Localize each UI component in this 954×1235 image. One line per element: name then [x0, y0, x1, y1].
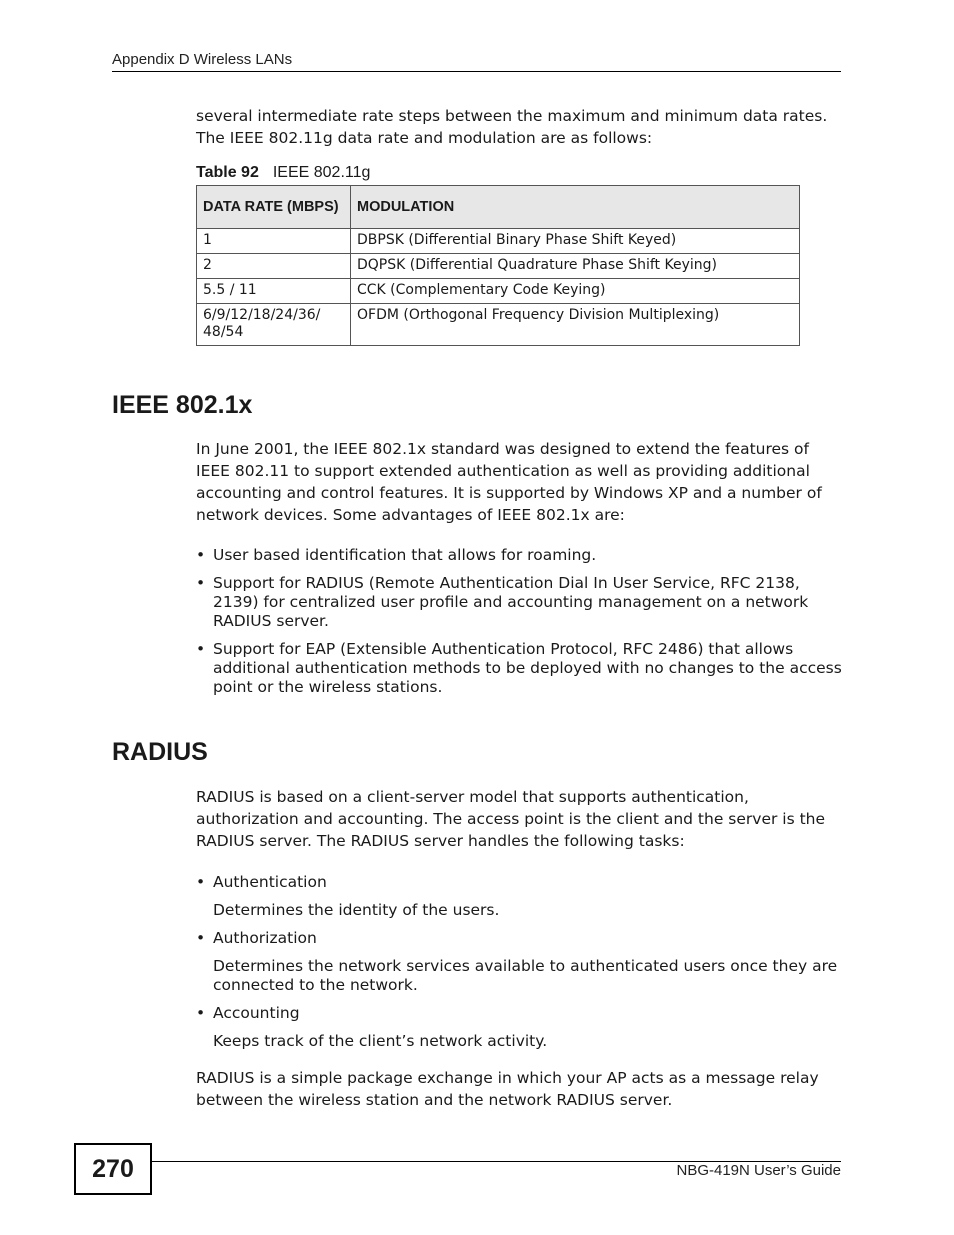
- bullet-icon: •: [196, 929, 206, 947]
- table-header-row: [197, 186, 800, 229]
- list-item: [196, 546, 844, 565]
- cell-data-rate: 5.5 / 11: [197, 279, 351, 304]
- radius-task-authentication: [196, 873, 844, 892]
- radius-task-authorization: [196, 929, 844, 948]
- bullet-icon: •: [196, 1004, 206, 1022]
- task-name: Authorization: [213, 929, 317, 947]
- list-item-text: User based identification that allows for roaming.: [213, 546, 597, 564]
- cell-modulation: DBPSK (Differential Binary Phase Shift Keyed): [351, 229, 800, 254]
- cell-modulation: CCK (Complementary Code Keying): [351, 279, 800, 304]
- header-modulation: MODULATION: [351, 186, 800, 229]
- cell-modulation: OFDM (Orthogonal Frequency Division Multiplexing): [351, 304, 800, 346]
- task-name: Accounting: [213, 1004, 300, 1022]
- table-caption-number: Table 92: [196, 164, 259, 181]
- list-item-text: Support for RADIUS (Remote Authentication Dial In User Service, RFC 2138, 2139) for centralized user profile and accounting management on a network RADIUS server.: [213, 574, 809, 630]
- radius-task-accounting: [196, 1004, 844, 1023]
- bullet-icon: •: [196, 574, 206, 592]
- task-name: Authentication: [213, 873, 327, 891]
- ieee-8021x-paragraph: In June 2001, the IEEE 802.1x standard was designed to extend the features of IEEE 802.11 to support extended authentication as well as providing additional accounting and control features. It is supported by Windows XP and a number of network devices. Some advantages of IEEE 802.1x are:: [196, 440, 822, 524]
- running-header: Appendix D Wireless LANs: [112, 51, 293, 68]
- table-row: [197, 229, 800, 254]
- list-item-text: Support for EAP (Extensible Authentication Protocol, RFC 2486) that allows additional authentication methods to be deployed with no changes to the access point or the wireless stations.: [213, 640, 842, 696]
- task-description: Determines the identity of the users.: [213, 901, 500, 919]
- cell-data-rate: 6/9/12/18/24/36/ 48/54: [197, 304, 351, 346]
- table-row: [197, 279, 800, 304]
- task-description: Keeps track of the client’s network activity.: [213, 1032, 548, 1050]
- table-caption-title: IEEE 802.11g: [272, 164, 371, 181]
- intro-paragraph: several intermediate rate steps between the maximum and minimum data rates. The IEEE 802.11g data rate and modulation are as follows:: [196, 107, 828, 147]
- bullet-icon: •: [196, 873, 206, 891]
- bullet-icon: •: [196, 640, 206, 658]
- task-description: Determines the network services available to authenticated users once they are connected to the network.: [213, 957, 838, 994]
- list-item: [196, 574, 844, 631]
- heading-ieee-8021x: IEEE 802.1x: [112, 391, 253, 419]
- list-item: [196, 1004, 844, 1023]
- header-divider: [112, 71, 841, 72]
- cell-data-rate: 1: [197, 229, 351, 254]
- list-item: [196, 873, 844, 892]
- page-number: 270: [74, 1143, 152, 1195]
- table-caption: [196, 164, 370, 182]
- cell-modulation: DQPSK (Differential Quadrature Phase Shift Keying): [351, 254, 800, 279]
- list-item: [196, 640, 844, 697]
- table-row: [197, 304, 800, 346]
- list-item: [196, 929, 844, 948]
- data-rate-table: [196, 185, 800, 346]
- cell-data-rate: 2: [197, 254, 351, 279]
- radius-paragraph: RADIUS is based on a client-server model that supports authentication, authorization and accounting. The access point is the client and the server is the RADIUS server. The RADIUS server handles the following tasks:: [196, 788, 826, 850]
- bullet-icon: •: [196, 546, 206, 564]
- table-row: [197, 254, 800, 279]
- ieee-8021x-advantages-list: [196, 546, 844, 697]
- heading-radius: RADIUS: [112, 738, 208, 766]
- header-data-rate: DATA RATE (MBPS): [197, 186, 351, 229]
- guide-title: NBG-419N User’s Guide: [676, 1162, 841, 1179]
- radius-closing-paragraph: RADIUS is a simple package exchange in which your AP acts as a message relay between the wireless station and the network RADIUS server.: [196, 1069, 819, 1109]
